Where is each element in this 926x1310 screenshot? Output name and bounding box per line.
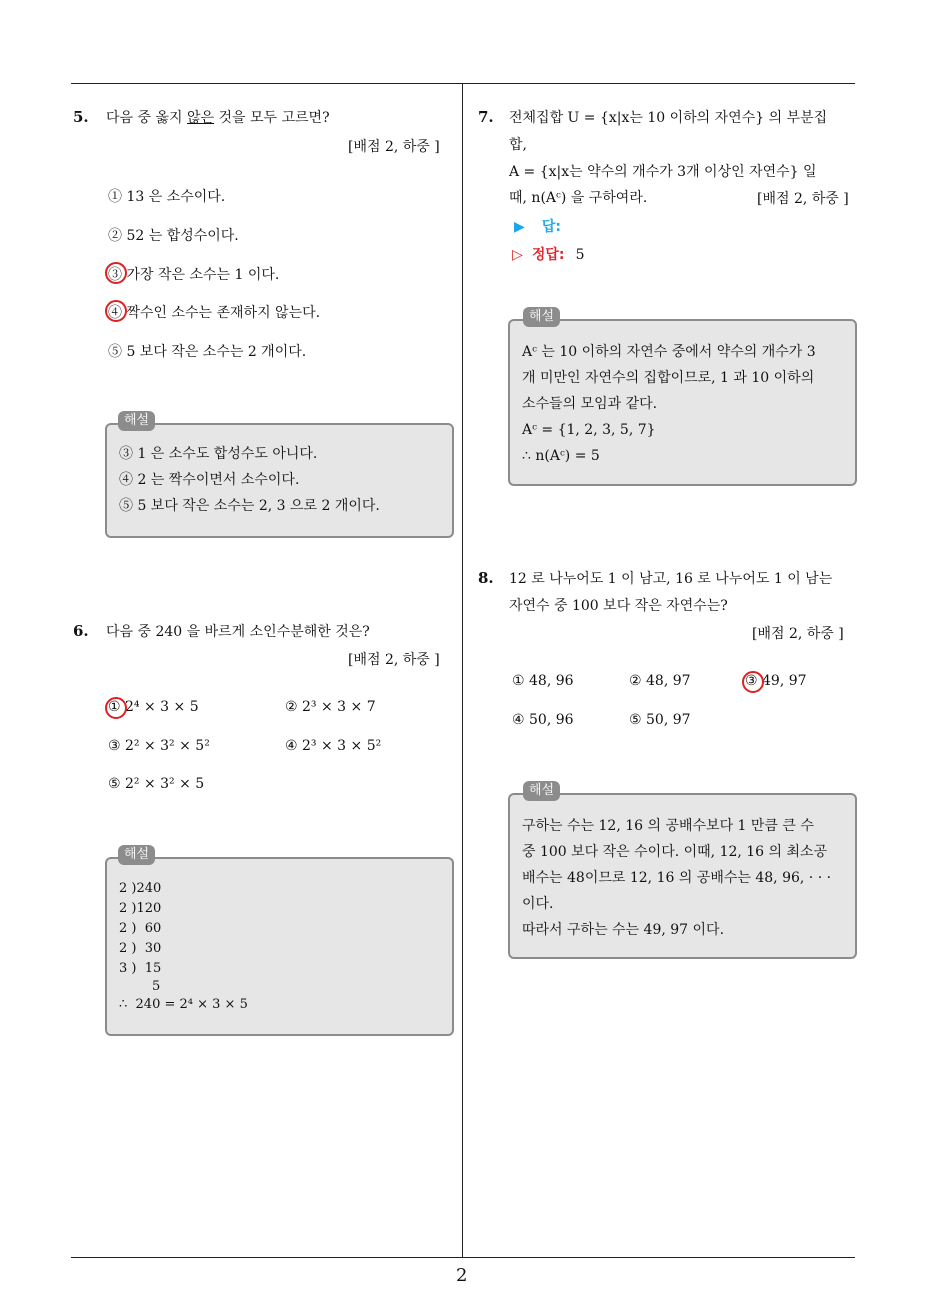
q7-explanation-tag: 해설 <box>523 307 560 327</box>
q6-explanation-box <box>105 857 454 1036</box>
q5-explanation-line: ④ 2 는 짝수이면서 소수이다. <box>119 472 300 488</box>
q6-selected-mark-1 <box>105 697 127 719</box>
q6-explanation-tag: 해설 <box>118 845 155 865</box>
q6-number: 6. <box>73 622 89 640</box>
q8-explanation-line: 중 100 보다 작은 수이다. 이때, 12, 16 의 최소공 <box>522 844 828 860</box>
q5-option-3: ③ 가장 작은 소수는 1 이다. <box>108 267 280 283</box>
q8-question-line: 12 로 나누어도 1 이 남고, 16 로 나누어도 1 이 남는 <box>509 571 833 587</box>
q7-question-line: 전체집합 U = {x|x는 10 이하의 자연수} 의 부분집 <box>509 110 828 126</box>
q8-option-2: ② 48, 97 <box>629 673 691 689</box>
q5-explanation-box <box>105 423 454 538</box>
q5-option-5: ⑤ 5 보다 작은 소수는 2 개이다. <box>108 344 307 360</box>
q6-option-5: ⑤ 2² × 3² × 5 <box>108 776 205 792</box>
q6-division-step: 2 )240 <box>119 881 162 896</box>
q7-number: 7. <box>478 108 494 126</box>
column-divider <box>462 84 463 1258</box>
q8-option-5: ⑤ 50, 97 <box>629 712 691 728</box>
q7-explanation-line: 개 미만인 자연수의 집합이므로, 1 과 10 이하의 <box>522 370 815 386</box>
q7-explanation-line: 소수들의 모임과 같다. <box>522 396 658 412</box>
q8-meta: [배점 2, 하중 ] <box>752 626 844 642</box>
q8-explanation-line: 구하는 수는 12, 16 의 공배수보다 1 만큼 큰 수 <box>522 818 814 834</box>
q5-option-4: ④ 짝수인 소수는 존재하지 않는다. <box>108 305 321 321</box>
q7-meta: [배점 2, 하중 ] <box>757 191 849 207</box>
bottom-rule <box>71 1257 855 1258</box>
q6-option-2: ② 2³ × 3 × 7 <box>285 699 376 715</box>
q5-explanation-line: ③ 1 은 소수도 합성수도 아니다. <box>119 446 318 462</box>
q6-question: 다음 중 240 을 바르게 소인수분해한 것은? <box>106 624 370 640</box>
q6-division-step: 2 )120 <box>119 901 162 916</box>
q8-explanation-tag: 해설 <box>523 781 560 801</box>
q6-meta: [배점 2, 하중 ] <box>348 652 440 668</box>
q7-answer-label: 답: <box>541 219 561 235</box>
outline-arrow-icon: ▷ <box>512 247 523 263</box>
q6-option-1: ① 2⁴ × 3 × 5 <box>108 699 199 715</box>
q7-correct-row <box>512 244 585 265</box>
q8-option-1: ① 48, 96 <box>512 673 574 689</box>
q6-option-4: ④ 2³ × 3 × 5² <box>285 738 382 754</box>
q6-division-step: 2 ) 30 <box>119 941 162 956</box>
q5-explanation-line: ⑤ 5 보다 작은 소수는 2, 3 으로 2 개이다. <box>119 498 380 514</box>
q6-division-step: 5 <box>119 979 161 994</box>
q6-division-step: 2 ) 60 <box>119 921 162 936</box>
q5-selected-mark-4 <box>105 300 127 322</box>
q8-selected-mark-3 <box>742 671 764 693</box>
q7-correct-label: 정답: <box>531 247 565 263</box>
q7-question-line: 때, n(Aᶜ) 을 구하여라. <box>509 190 648 206</box>
q6-conclusion: ∴ 240 = 2⁴ × 3 × 5 <box>119 997 248 1012</box>
q8-option-3: ③ 49, 97 <box>745 673 807 689</box>
q8-explanation-line: 배수는 48이므로 12, 16 의 공배수는 48, 96, · · · <box>522 870 832 886</box>
q8-number: 8. <box>478 569 494 587</box>
q6-option-3: ③ 2² × 3² × 5² <box>108 738 210 754</box>
q7-answer-row <box>514 216 561 236</box>
q7-explanation-line: ∴ n(Aᶜ) = 5 <box>522 448 600 464</box>
q5-number: 5. <box>73 108 89 126</box>
q5-meta: [배점 2, 하중 ] <box>348 139 440 155</box>
top-rule <box>71 83 855 84</box>
q8-option-4: ④ 50, 96 <box>512 712 574 728</box>
q5-explanation-tag: 해설 <box>118 411 155 431</box>
q5-option-1: ① 13 은 소수이다. <box>108 189 226 205</box>
q7-correct-value: 5 <box>575 247 585 263</box>
q5-question: 다음 중 옳지 않은 것을 모두 고르면? <box>106 110 330 126</box>
q7-explanation-line: Aᶜ = {1, 2, 3, 5, 7} <box>522 422 656 438</box>
q7-question-line: A = {x|x는 약수의 개수가 3개 이상인 자연수} 일 <box>509 164 817 180</box>
q6-division-step: 3 ) 15 <box>119 961 162 976</box>
q7-explanation-line: Aᶜ 는 10 이하의 자연수 중에서 약수의 개수가 3 <box>522 344 816 360</box>
q8-explanation-line: 이다. <box>522 896 554 912</box>
q8-explanation-box <box>508 793 857 959</box>
q8-question-line: 자연수 중 100 보다 작은 자연수는? <box>509 598 728 614</box>
q8-explanation-line: 따라서 구하는 수는 49, 97 이다. <box>522 922 725 938</box>
q7-question-line: 합, <box>509 137 527 153</box>
q5-selected-mark-3 <box>105 262 127 284</box>
q7-explanation-box <box>508 319 857 486</box>
play-arrow-icon: ▶ <box>514 219 525 235</box>
page-number: 2 <box>456 1265 468 1286</box>
q5-option-2: ② 52 는 합성수이다. <box>108 228 239 244</box>
